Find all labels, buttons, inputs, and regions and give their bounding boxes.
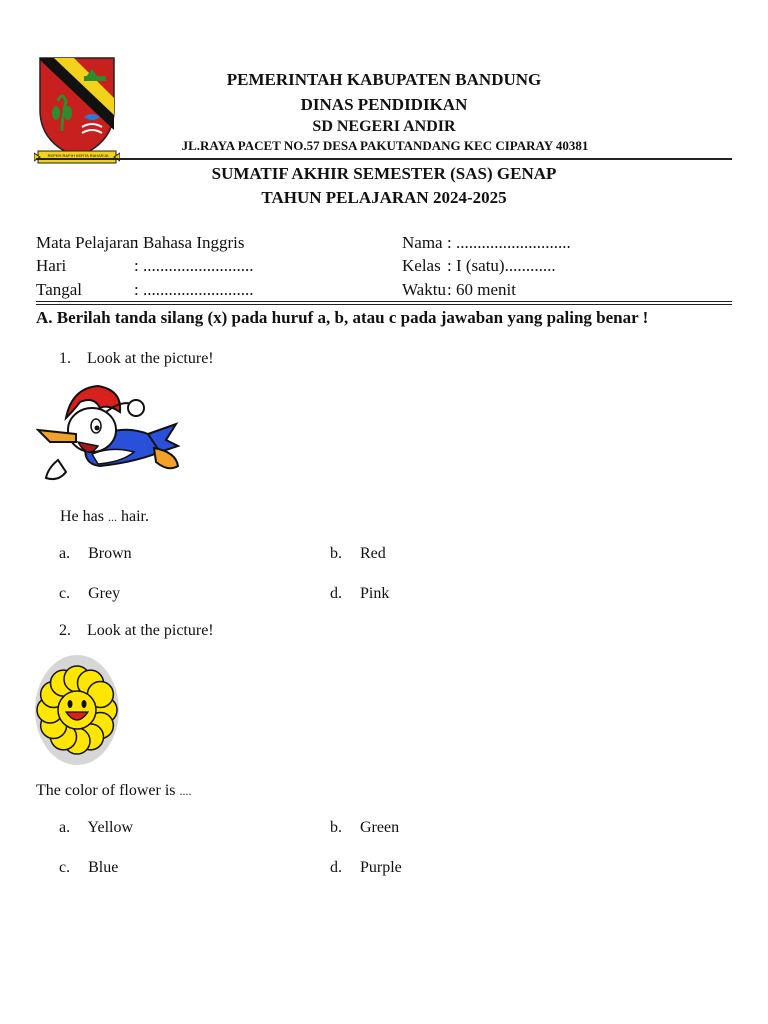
question-1-option-b[interactable] (330, 545, 386, 563)
header-government: PEMERINTAH KABUPATEN BANDUNG (226, 70, 542, 89)
class-value: : I (satu)............ (447, 256, 556, 275)
exam-year: TAHUN PELAJARAN 2024-2025 (261, 188, 507, 207)
regency-logo (34, 55, 120, 170)
woodpecker-cartoon-icon (36, 382, 182, 490)
question-2-prompt (59, 622, 214, 640)
question-2-option-b[interactable] (330, 819, 399, 837)
question-2-option-d[interactable] (330, 859, 402, 877)
question-2-stem-text: The color of flower is (36, 782, 180, 799)
smiling-flower-icon (34, 654, 120, 766)
option-text: Green (360, 819, 400, 836)
option-letter: b. (330, 819, 342, 836)
option-letter: d. (330, 585, 342, 602)
question-2-text: Look at the picture! (87, 622, 214, 639)
name-value: : ........................... (447, 233, 571, 252)
day-value: : .......................... (134, 256, 254, 275)
logo-ribbon-text: REPEH RAPIH KERTA RAHARJA (47, 153, 109, 158)
date-label: Tangal (36, 280, 83, 299)
question-1-number: 1. (59, 350, 71, 367)
option-text: Blue (88, 859, 119, 876)
flower-face (58, 691, 96, 729)
option-letter: c. (59, 859, 71, 876)
subject-label: Mata Pelajaran (36, 233, 139, 252)
question-2-stem (36, 782, 192, 800)
option-letter: a. (59, 819, 71, 836)
info-divider-top (36, 301, 732, 302)
date-value: : .......................... (134, 280, 254, 299)
question-1-text: Look at the picture! (87, 350, 214, 367)
question-2-option-c[interactable] (59, 859, 118, 877)
name-label: Nama (402, 233, 443, 252)
question-1-stem-text: He has (60, 508, 108, 525)
question-2-option-a[interactable] (59, 819, 133, 837)
header-address: JL.RAYA PACET NO.57 DESA PAKUTANDANG KEC CIPARAY 40381 (181, 138, 589, 153)
header-divider (36, 158, 732, 160)
flower-eye (82, 700, 87, 708)
question-2-blank: .... (179, 784, 192, 798)
option-text: Brown (88, 545, 132, 562)
exam-title: SUMATIF AKHIR SEMESTER (SAS) GENAP (211, 164, 557, 183)
question-1-option-a[interactable] (59, 545, 132, 563)
day-label: Hari (36, 256, 67, 275)
option-text: Purple (360, 859, 402, 876)
option-letter: b. (330, 545, 342, 562)
option-text: Yellow (87, 819, 134, 836)
question-2-number: 2. (59, 622, 71, 639)
section-a-instruction: A. Berilah tanda silang (x) pada huruf a, b, atau c pada jawaban yang paling benar ! (36, 308, 649, 327)
subject-value: : Bahasa Inggris (134, 233, 245, 252)
header-department: DINAS PENDIDIKAN (300, 95, 468, 114)
time-label: Waktu (402, 280, 446, 299)
time-value: : 60 menit (447, 280, 516, 299)
question-1-prompt (59, 350, 214, 368)
class-label: Kelas (402, 256, 441, 275)
question-1-blank: ... (107, 510, 117, 524)
option-text: Grey (88, 585, 121, 602)
question-1-option-d[interactable] (330, 585, 389, 603)
option-letter: a. (59, 545, 71, 562)
question-1-stem (60, 508, 149, 526)
question-1-option-c[interactable] (59, 585, 120, 603)
header-school: SD NEGERI ANDIR (312, 118, 456, 135)
option-text: Pink (360, 585, 390, 602)
option-letter: c. (59, 585, 71, 602)
info-divider-bottom (36, 304, 732, 305)
question-1-stem-end: hair. (116, 508, 149, 525)
option-letter: d. (330, 859, 342, 876)
option-text: Red (360, 545, 386, 562)
flower-eye (68, 700, 73, 708)
